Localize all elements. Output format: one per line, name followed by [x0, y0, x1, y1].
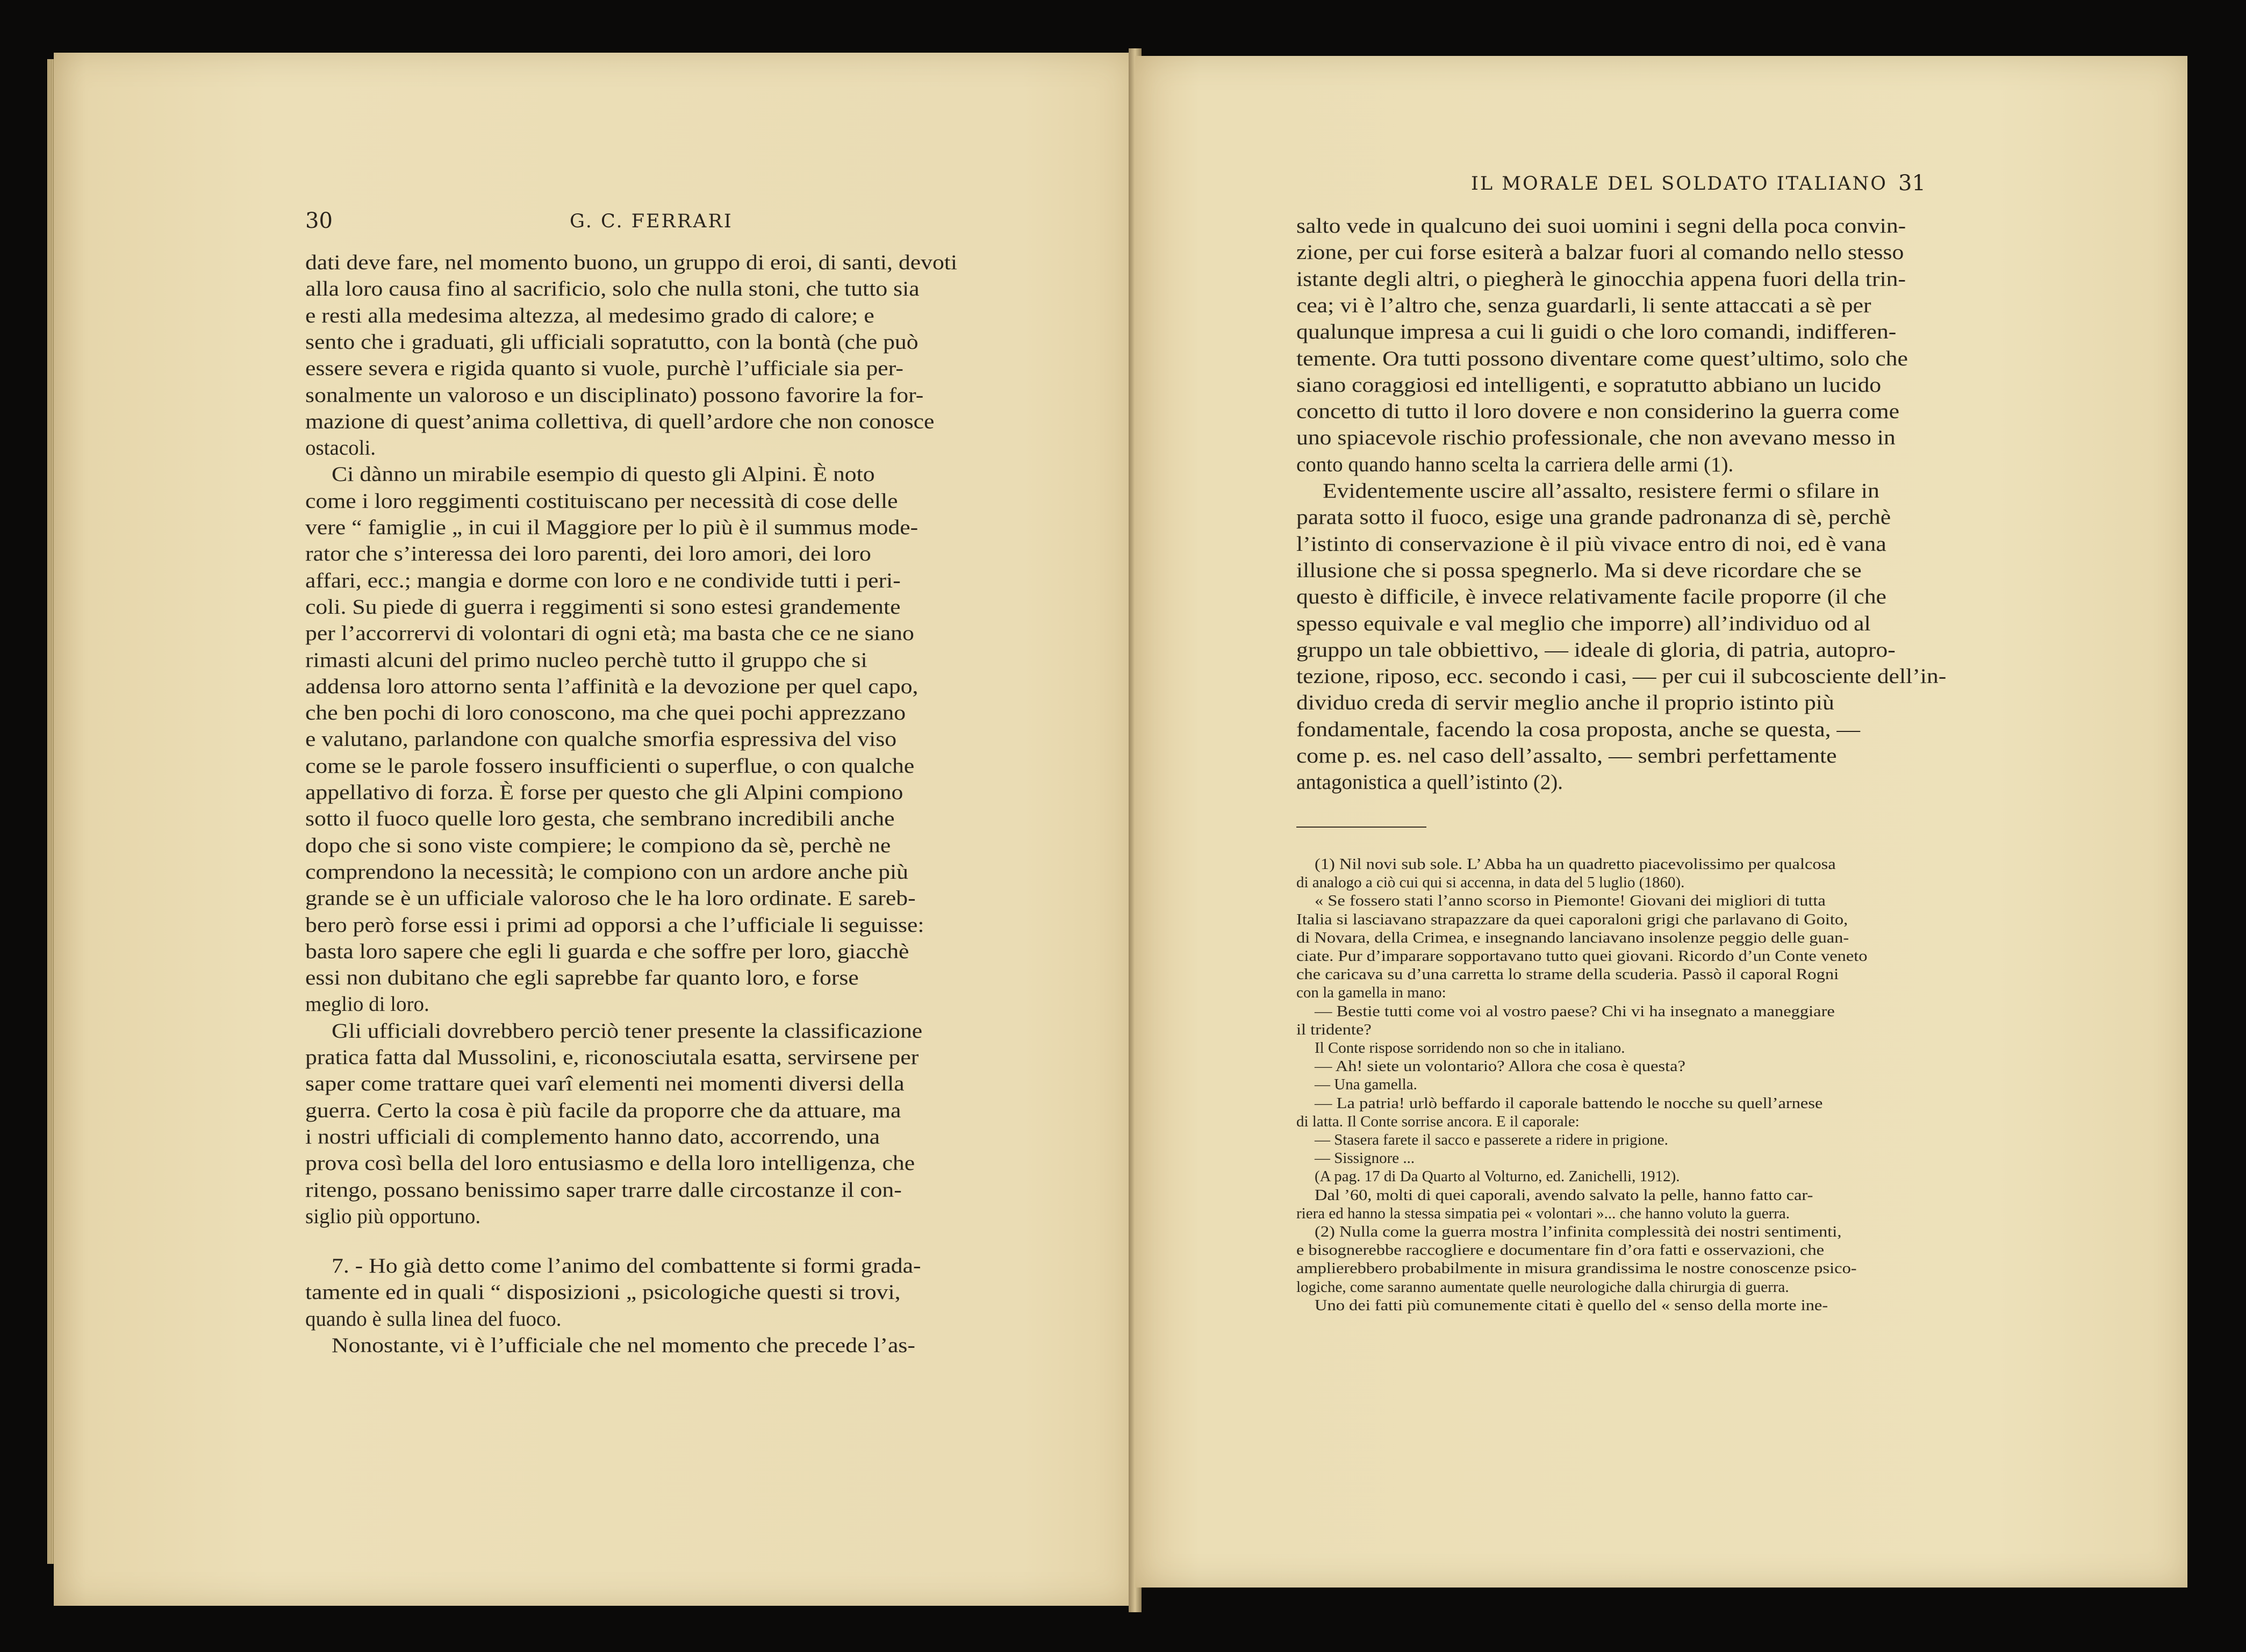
body-line: qualunque impresa a cui li guidi o che loro comandi, indifferen- [1296, 320, 1897, 344]
footnote-line: — Sissignore ... [1315, 1150, 1415, 1167]
body-line: fondamentale, facendo la cosa proposta, anche se questa, — [1296, 717, 1861, 741]
body-line: dopo che si sono viste compiere; le compiono da sè, perchè ne [305, 834, 891, 857]
body-line: ostacoli. [305, 436, 376, 460]
body-line: ritengo, possano benissimo saper trarre dalle circostanze il con- [305, 1178, 902, 1202]
body-line: comprendono la necessità; le compiono con un ardore anche più [305, 860, 908, 884]
footnote-line: « Se fossero stati l’anno scorso in Piemonte! Giovani dei migliori di tutta [1315, 892, 1826, 910]
right-page-number: 31 [1898, 171, 1926, 196]
body-line: rator che s’interessa dei loro parenti, dei loro amori, dei loro [305, 542, 871, 566]
body-line: essi non dubitano che egli saprebbe far quanto loro, e forse [305, 966, 859, 990]
body-line: e resti alla medesima altezza, al medesimo grado di calore; e [305, 304, 874, 327]
body-line: prova così bella del loro entusiasmo e della loro intelligenza, che [305, 1152, 915, 1175]
body-line: Ci dànno un mirabile esempio di questo gli Alpini. È noto [332, 463, 875, 486]
body-line: alla loro causa fino al sacrificio, solo che nulla stoni, che tutto sia [305, 277, 920, 301]
body-line: salto vede in qualcuno dei suoi uomini i segni della poca convin- [1296, 214, 1906, 238]
body-line: come se le parole fossero insufficienti o superflue, o con qualche [305, 754, 915, 778]
footnote-rule [1296, 827, 1426, 828]
body-line: mazione di quest’anima collettiva, di quell’ardore che non conosce [305, 410, 935, 433]
footnote-line: (2) Nulla come la guerra mostra l’infinita complessità dei nostri sentimenti, [1315, 1223, 1842, 1240]
body-line: antagonistica a quell’istinto (2). [1296, 771, 1563, 794]
body-line: dividuo creda di servir meglio anche il proprio istinto più [1296, 691, 1834, 715]
body-line: vere “ famiglie „ in cui il Maggiore per lo più è il summus mode- [305, 516, 919, 539]
footnote-line: Dal ’60, molti di quei caporali, avendo salvato la pelle, hanno fatto car- [1315, 1186, 1813, 1204]
footnote-line: Il Conte rispose sorridendo non so che in italiano. [1315, 1039, 1625, 1057]
body-line: cea; vi è l’altro che, senza guardarli, li sente attaccati a sè per [1296, 293, 1871, 317]
body-line: Evidentemente uscire all’assalto, resistere fermi o sfilare in [1323, 479, 1879, 502]
body-line: gruppo un tale obbiettivo, — ideale di gloria, di patria, autopro- [1296, 638, 1896, 662]
footnote-line: (1) Nil novi sub sole. L’ Abba ha un quadretto piacevolissimo per qualcosa [1315, 856, 1836, 873]
body-line: basta loro sapere che egli li guarda e che soffre per loro, giacchè [305, 939, 909, 963]
footnote-line: — Ah! siete un volontario? Allora che cosa è questa? [1315, 1058, 1685, 1075]
footnote-line: — Stasera farete il sacco e passerete a ridere in prigione. [1315, 1131, 1668, 1148]
body-line: siano coraggiosi ed intelligenti, e sopratutto abbiano un lucido [1296, 373, 1882, 397]
footnote-line: riera ed hanno la stessa simpatia pei « volontari »... che hanno voluto la guerra. [1296, 1204, 1790, 1222]
body-line: coli. Su piede di guerra i reggimenti si sono estesi grandemente [305, 595, 901, 619]
footnote-line: (A pag. 17 di Da Quarto al Volturno, ed. Zanichelli, 1912). [1315, 1168, 1680, 1186]
section-line: quando è sulla linea del fuoco. [305, 1307, 562, 1331]
footnote-line: logiche, come saranno aumentate quelle neurologiche dalla chirurgia di guerra. [1296, 1278, 1789, 1296]
body-line: bero però forse essi i primi ad opporsi a che l’ufficiale li seguisse: [305, 913, 924, 937]
body-line: temente. Ora tutti possono diventare come quest’ultimo, solo che [1296, 347, 1908, 370]
body-line: per l’accorrervi di volontari di ogni età; ma basta che ce ne siano [305, 622, 914, 645]
footnote-line: Uno dei fatti più comunemente citati è quello del « senso della morte ine- [1315, 1296, 1828, 1314]
body-line: affari, ecc.; mangia e dorme con loro e ne condivide tutti i peri- [305, 569, 901, 592]
body-line: che ben pochi di loro conoscono, ma che quei pochi apprezzano [305, 701, 906, 725]
body-line: tezione, riposo, ecc. secondo i casi, — per cui il subcosciente dell’in- [1296, 665, 1947, 688]
body-line: sotto il fuoco quelle loro gesta, che sembrano incredibili anche [305, 807, 895, 831]
body-line: essere severa e rigida quanto si vuole, purchè l’ufficiale sia per- [305, 357, 903, 380]
body-line: meglio di loro. [305, 993, 429, 1016]
left-page-number: 30 [305, 209, 333, 233]
body-line: parata sotto il fuoco, esige una grande padronanza di sè, perchè [1296, 506, 1891, 529]
body-line: conto quando hanno scelta la carriera delle armi (1). [1296, 452, 1734, 476]
body-line: appellativo di forza. È forse per questo che gli Alpini compiono [305, 781, 903, 804]
footnote-line: Italia si lasciavano strapazzare da quei caporaloni grigi che parlavano di Goito, [1296, 910, 1848, 928]
footnote-line: il tridente? [1296, 1021, 1372, 1038]
body-line: grande se è un ufficiale valoroso che le ha loro ordinate. E sareb- [305, 887, 916, 910]
body-line: saper come trattare quei varî elementi nei momenti diversi della [305, 1072, 905, 1096]
body-line: istante degli altri, o piegherà le ginocchia appena fuori della trin- [1296, 267, 1906, 291]
left-running-head: G. C. FERRARI [570, 211, 733, 232]
body-line: siglio più opportuno. [305, 1204, 481, 1228]
body-line: dati deve fare, nel momento buono, un gruppo di eroi, di santi, devoti [305, 251, 958, 274]
body-line: pratica fatta dal Mussolini, e, riconosciutala esatta, servirsene per [305, 1046, 919, 1069]
footnote-line: di latta. Il Conte sorrise ancora. E il caporale: [1296, 1112, 1580, 1130]
body-line: spesso equivale e val meglio che imporre) all’individuo od al [1296, 612, 1871, 635]
footnote-line: di analogo a ciò cui qui si accenna, in data del 5 luglio (1860). [1296, 874, 1685, 892]
body-line: Gli ufficiali dovrebbero perciò tener presente la classificazione [332, 1019, 923, 1043]
right-page [1135, 56, 2187, 1588]
body-line: come p. es. nel caso dell’assalto, — sembri perfettamente [1296, 744, 1837, 767]
body-line: zione, per cui forse esiterà a balzar fuori al comando nello stesso [1296, 241, 1904, 264]
body-line: concetto di tutto il loro dovere e non considerino la guerra come [1296, 400, 1899, 423]
footnote-line: che caricava su d’una carretta lo strame della scuderia. Passò il caporal Rogni [1296, 966, 1839, 983]
body-line: sonalmente un valoroso e un disciplinato) possono favorire la for- [305, 383, 924, 407]
body-line: e valutano, parlandone con qualche smorfia espressiva del viso [305, 728, 897, 751]
footnote-line: — Bestie tutti come voi al vostro paese? Chi vi ha insegnato a maneggiare [1315, 1002, 1835, 1020]
body-line: addensa loro attorno senta l’affinità e la devozione per quel capo, [305, 674, 919, 698]
section-line: tamente ed in quali “ disposizioni „ psicologiche questi si trovi, [305, 1281, 901, 1304]
body-line: l’istinto di conservazione è il più vivace entro di noi, ed è vana [1296, 532, 1886, 556]
footnote-line: di Novara, della Crimea, e insegnando lanciavano insolenze peggio delle guan- [1296, 929, 1849, 946]
body-line: uno spiacevole rischio professionale, che non avevano messo in [1296, 426, 1896, 450]
left-page [54, 53, 1134, 1606]
body-line: questo è difficile, è invece relativamente facile proporre (il che [1296, 585, 1886, 609]
footnote-line: ciate. Pur d’imparare sopportavano tutto quei giovani. Ricordo d’un Conte veneto [1296, 947, 1868, 965]
section-line: Nonostante, vi è l’ufficiale che nel momento che precede l’as- [332, 1333, 915, 1357]
footnote-line: amplierebbero probabilmente in misura grandissima le nostre conoscenze psico- [1296, 1260, 1857, 1277]
body-line: i nostri ufficiali di complemento hanno dato, accorrendo, una [305, 1125, 880, 1148]
body-line: illusione che si possa spegnerlo. Ma si deve ricordare che se [1296, 558, 1862, 582]
body-line: rimasti alcuni del primo nucleo perchè tutto il gruppo che si [305, 648, 867, 672]
footnote-line: — La patria! urlò beffardo il caporale battendo le nocche su quell’arnese [1315, 1094, 1823, 1112]
body-line: guerra. Certo la cosa è più facile da proporre che da attuare, ma [305, 1098, 901, 1122]
footnote-line: con la gamella in mano: [1296, 984, 1446, 1002]
footnote-line: e bisognerebbe raccogliere e documentare fin d’ora fatti e osservazioni, che [1296, 1241, 1825, 1259]
section-line: 7. - Ho già detto come l’animo del combattente si formi grada- [332, 1254, 921, 1277]
body-line: sento che i graduati, gli ufficiali sopratutto, con la bontà (che può [305, 330, 919, 354]
right-running-head: IL MORALE DEL SOLDATO ITALIANO [1471, 173, 1888, 195]
body-line: come i loro reggimenti costituiscano per necessità di cose delle [305, 489, 898, 513]
footnote-line: — Una gamella. [1315, 1076, 1417, 1094]
